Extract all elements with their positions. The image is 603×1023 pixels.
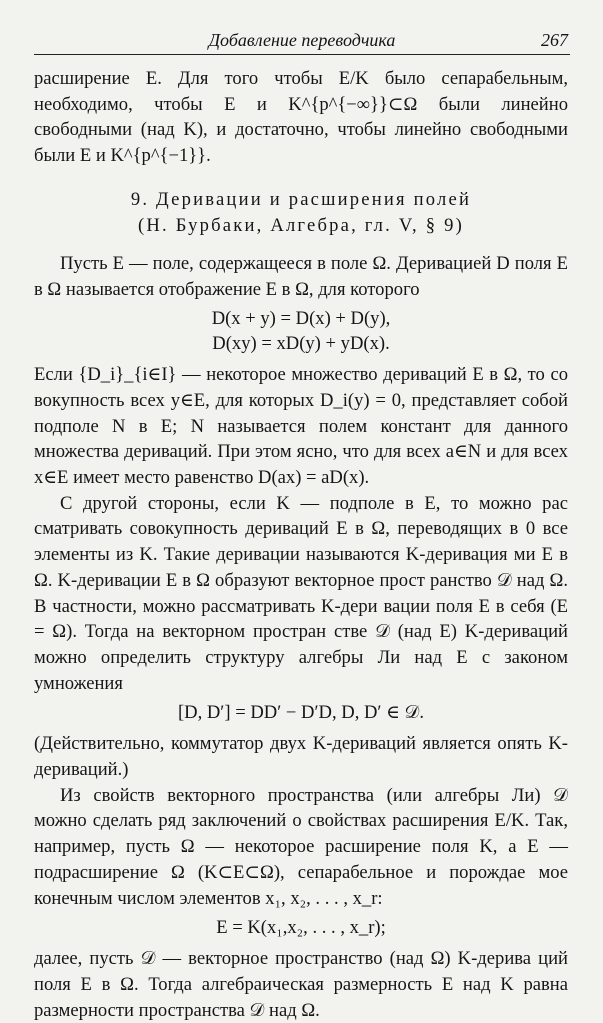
text-line: стве 𝒟 (над E) K-дериваций можно определить структуру [34,621,569,668]
paragraph-commutator [34,731,568,782]
text-line: вации поля E в себя (E = Ω). Тогда на векторном простран [34,595,569,643]
text-line: a∈N и для всех x∈E имеет место равенство D(ax) = aD(x). [34,441,568,489]
text-line: ми E в Ω. K-деривации E в Ω образуют векторное прост [34,544,568,591]
text-line: равна размерности пространства 𝒟 над Ω. [34,973,568,1021]
formula-generated-extension [34,915,568,940]
text-line: (над K), и достаточно, чтобы линейно свободными были E [34,119,568,167]
text-line: Пусть E — поле, содержащееся в поле Ω. Деривацией D [60,252,515,274]
running-title: Добавление переводчика [208,30,396,50]
section-reference: (Н. Бурбаки, Алгебра, гл. V, § 9) [138,214,464,236]
formula-line: D(xy) = xD(y) + yD(x). [212,333,390,355]
text-line: Из свойств векторного пространства (или алгебры Ли) 𝒟 [60,784,568,806]
text-line: мое конечным числом элементов x₁, x₂, . . . , x_r: [34,861,568,909]
text-line: алгебры Ли над E с законом умножения [34,646,568,694]
formula-lie-bracket [34,700,568,725]
page-body [34,66,568,1023]
section-heading [34,187,568,239]
text-line: вокупность всех y∈E, для которых D_i(y) = 0, представляет [34,389,522,411]
paragraph-derivation-definition [34,251,568,302]
formula-line: D(x + y) = D(x) + D(y), [211,308,391,330]
running-header [34,28,570,55]
page-number: 267 [541,30,568,50]
text-line: (Действительно, коммутатор двух K-дериваций является опять [34,733,549,755]
text-line: Так, например, пусть Ω — некоторое расширение поля K, [34,810,568,858]
section-title: 9. Деривации и расширения полей [130,188,472,210]
text-line: далее, пусть 𝒟 — векторное пространство (над Ω) K-дерива [34,948,532,970]
text-line: собой подполе N в E; N называется полем констант для [34,389,568,437]
text-line: ций поля E в Ω. Тогда алгебраическая размерность E над K [34,948,568,995]
text-line: все элементы из K. Такие деривации называются K-деривация [34,518,568,566]
paragraph-k-derivations [34,491,568,697]
paragraph-extension-properties [34,783,568,912]
formula-derivation-rules [34,306,568,356]
text-line: данного множества дериваций. При этом ясно, что для всех [34,415,568,463]
paragraph-dimension [34,946,568,1023]
paragraph-separability [34,66,568,169]
paragraph-field-of-constants [34,362,568,491]
text-line: сматривать совокупность дериваций E в Ω, переводящих в 0 [34,518,543,540]
text-line: необходимо, чтобы E и K^{p^{−∞}}⊂Ω были линейно свободными [34,93,568,141]
text-line: можно сделать ряд заключений о свойствах расширения E/K. [34,810,536,832]
formula-line: E = K(x₁,x₂, . . . , x_r); [216,917,386,939]
text-line: ранство 𝒟 над Ω. В частности, можно рассматривать K-дери [34,569,568,617]
text-line: K-дериваций.) [34,733,568,781]
text-line: поля E в Ω называется отображение E в Ω, для которого [34,252,568,300]
text-line: и K^{p^{−1}}. [95,145,211,167]
formula-line: [D, D′] = DD′ − D′D, D, D′ ∈ 𝒟. [177,702,425,724]
text-line: Если {D_i}_{i∈I} — некоторое множество дериваций E в Ω, то со [34,364,568,386]
text-line: С другой стороны, если K — подполе в E, то можно рас [60,492,568,514]
text-line: а E — подрасширение Ω (K⊂E⊂Ω), сепарабельное и порождае [34,836,568,883]
text-line: расширение E. Для того чтобы E/K было сепарабельным, [34,68,568,89]
